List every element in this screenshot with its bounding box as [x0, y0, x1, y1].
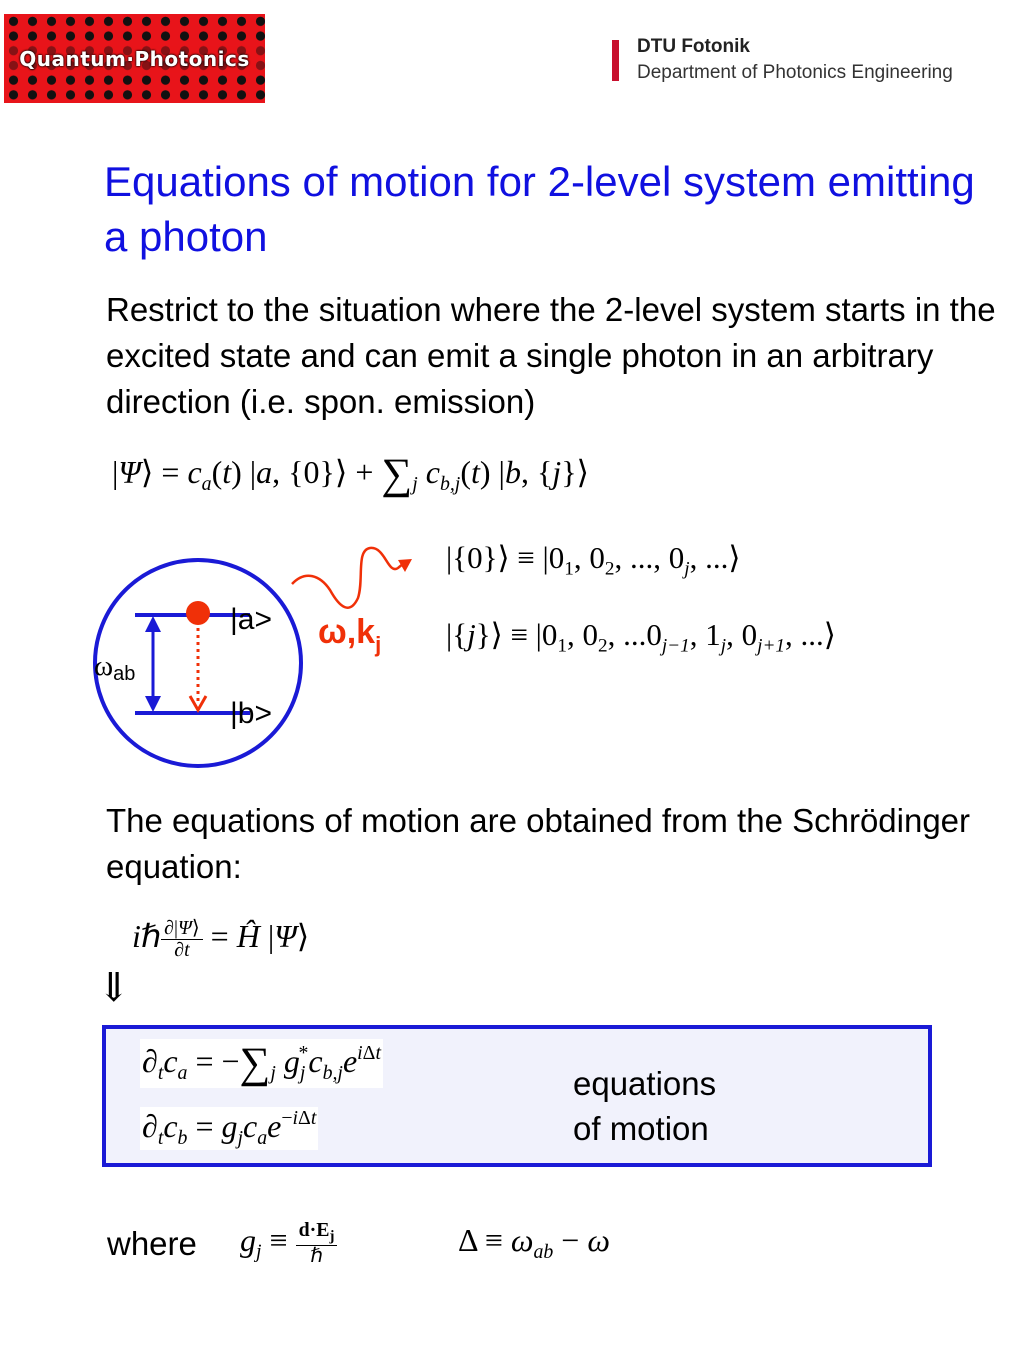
schrodinger-paragraph: The equations of motion are obtained from the Schrödinger equation:: [106, 802, 971, 885]
vacuum-state-definition: |{0}⟩ ≡ $|0_1$, $0_2$, ..., $0_j$, ...⟩: [446, 540, 741, 580]
photon-label: [318, 613, 381, 658]
implies-arrow-icon: ⇓: [97, 965, 131, 1011]
org-name: DTU Fotonik: [637, 36, 750, 57]
detuning-definition: $\Delta \equiv \omega_{ab} - \omega$: [458, 1222, 610, 1263]
one-photon-state-definition: |{j}⟩ ≡ $|0_1$, $0_2$, $...0_{j-1}$, $1_j$, $0_{j+1}$, ...⟩: [446, 617, 836, 657]
state-vector-equation: |Ψ⟩ = $c_a(t)$ |a, {0}⟩ + $\sum_j$ $c_{b,j}(t)$ |b, {j}⟩: [112, 451, 590, 498]
omega-symbol: ω: [94, 650, 114, 682]
where-label: where: [107, 1225, 197, 1262]
emitted-photon-wave: [292, 548, 404, 608]
level-b-label: |b>: [230, 697, 272, 730]
eom-cb-equation: $\partial_tc_b = g_jc_ae^{-i\Delta t}$: [142, 1107, 317, 1149]
photon-label-subscript: j: [375, 631, 382, 657]
coupling-definition: $g_j$ ≡ $\frac{d\cdot E_j}{\text{ℏ}}$: [240, 1220, 337, 1267]
omega-ab-label: [94, 650, 135, 686]
schrodinger-equation: iℏ $\frac{\partial|\Psi⟩}{\partial t}$ = Ĥ |Ψ⟩: [132, 917, 310, 962]
equations-of-motion-box: [102, 1025, 932, 1167]
logo-text: Quantum·Photonics: [19, 47, 250, 71]
org-department: Department of Photonics Engineering: [637, 62, 953, 83]
eom-ca-equation: $\partial_tc_a = -\sum_j$ $g_j^*c_{b,j}e^{i\Delta t}$: [142, 1040, 381, 1087]
intro-paragraph: Restrict to the situation where the 2-level system starts in the excited state and can emit a single photon in an arbitrary direction (i.e. spon. emission): [106, 291, 996, 420]
excited-electron: [186, 601, 210, 625]
photon-label-main: ω,k: [318, 613, 376, 651]
eom-label-line2: of motion: [573, 1110, 709, 1147]
slide-title: Equations of motion for 2-level system emitting a photon: [104, 158, 975, 260]
eom-label: [573, 1061, 716, 1151]
omega-subscript: ab: [113, 663, 136, 685]
eom-label-line1: equations: [573, 1065, 717, 1102]
level-a-label: |a>: [230, 603, 272, 636]
